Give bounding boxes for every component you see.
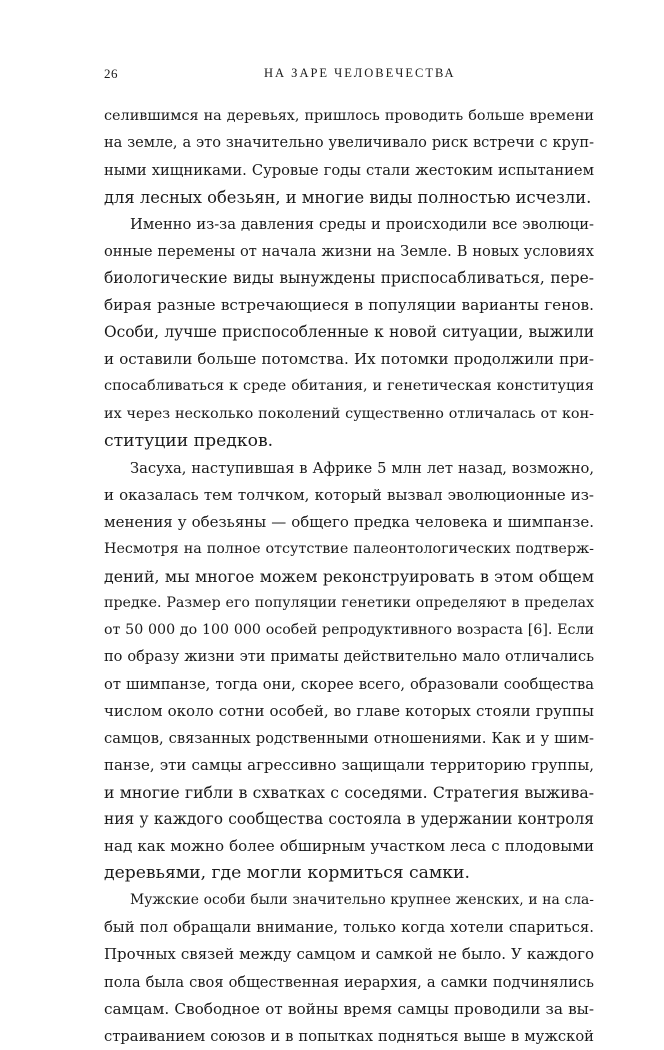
text-line: и оказалась тем толчком, который вызвал эволюционные из- [104, 485, 594, 504]
text-line: от шимпанзе, тогда они, скорее всего, образовали сообщества [104, 675, 594, 693]
text-line: от 50 000 до 100 000 особей репродуктивного возраста [6]. Если [104, 621, 594, 638]
text-line: Именно из-за давления среды и происходили все эволюци- [130, 216, 594, 234]
text-line: Прочных связей между самцом и самкой не было. У каждого [104, 945, 594, 964]
text-line: самцов, связанных родственными отношениями. Как и у шим- [104, 730, 594, 748]
text-line: онные перемены от начала жизни на Земле. В новых условиях [104, 243, 594, 261]
text-line: бый пол обращали внимание, только когда хотели спариться. [104, 918, 594, 937]
text-line: Особи, лучше приспособленные к новой ситуации, выжили [104, 323, 594, 342]
page-number: 26 [104, 66, 118, 81]
text-line: селившимся на деревьях, пришлось проводить больше времени [104, 108, 594, 124]
text-line: самцам. Свободное от войны время самцы проводили за вы- [104, 999, 594, 1018]
running-header [104, 66, 594, 86]
text-line: дений, мы многое можем реконструировать в этом общем [104, 566, 594, 586]
text-line: бирая разные встречающиеся в популяции варианты генов. [104, 296, 594, 315]
text-line: ния у каждого сообщества состояла в удержании контроля [104, 810, 594, 829]
text-line: предке. Размер его популяции генетики определяют в пределах [104, 594, 594, 611]
text-line: пола была своя общественная иерархия, а самки подчинялись [104, 973, 594, 991]
text-line: панзе, эти самцы агрессивно защищали территорию группы, [104, 756, 594, 775]
text-line: деревьями, где могли кормиться самки. [104, 863, 470, 884]
text-line: биологические виды вынуждены приспосабливаться, пере- [104, 269, 594, 288]
text-line: Засуха, наступившая в Африке 5 млн лет назад, возможно, [130, 459, 594, 477]
text-line: над как можно более обширным участком леса с плодовыми [104, 837, 594, 856]
text-line: Мужские особи были значительно крупнее женских, и на сла- [130, 892, 594, 909]
paragraph [104, 103, 594, 211]
text-line: на земле, а это значительно увеличивало риск встречи с круп- [104, 135, 594, 152]
text-line: по образу жизни эти приматы действительно мало отличались [104, 648, 594, 665]
text-line: менения у обезьяны — общего предка человека и шимпанзе. [104, 512, 594, 531]
paragraph [104, 211, 594, 454]
text-line: ными хищниками. Суровые годы стали жестоким испытанием [104, 162, 594, 180]
running-title: НА ЗАРЕ ЧЕЛОВЕЧЕСТВА [264, 66, 456, 80]
text-line: числом около сотни особей, во главе которых стояли группы [104, 702, 594, 721]
text-line: Несмотря на полное отсутствие палеонтологических подтверж- [104, 540, 594, 557]
text-line: ституции предков. [104, 430, 274, 451]
text-line: и оставили больше потомства. Их потомки продолжили при- [104, 350, 594, 369]
text-line: спосабливаться к среде обитания, и генетическая конституция [104, 378, 594, 395]
paragraph [104, 455, 594, 888]
paragraph [104, 887, 594, 1049]
text-line: страиванием союзов и в попытках подняться выше в мужской [104, 1027, 594, 1045]
text-line: и многие гибли в схватках с соседями. Стратегия выжива- [104, 783, 594, 803]
text-line: их через несколько поколений существенно отличалась от кон- [104, 405, 594, 422]
text-line: для лесных обезьян, и многие виды полностью исчезли. [104, 188, 592, 208]
body-text [104, 103, 594, 1050]
